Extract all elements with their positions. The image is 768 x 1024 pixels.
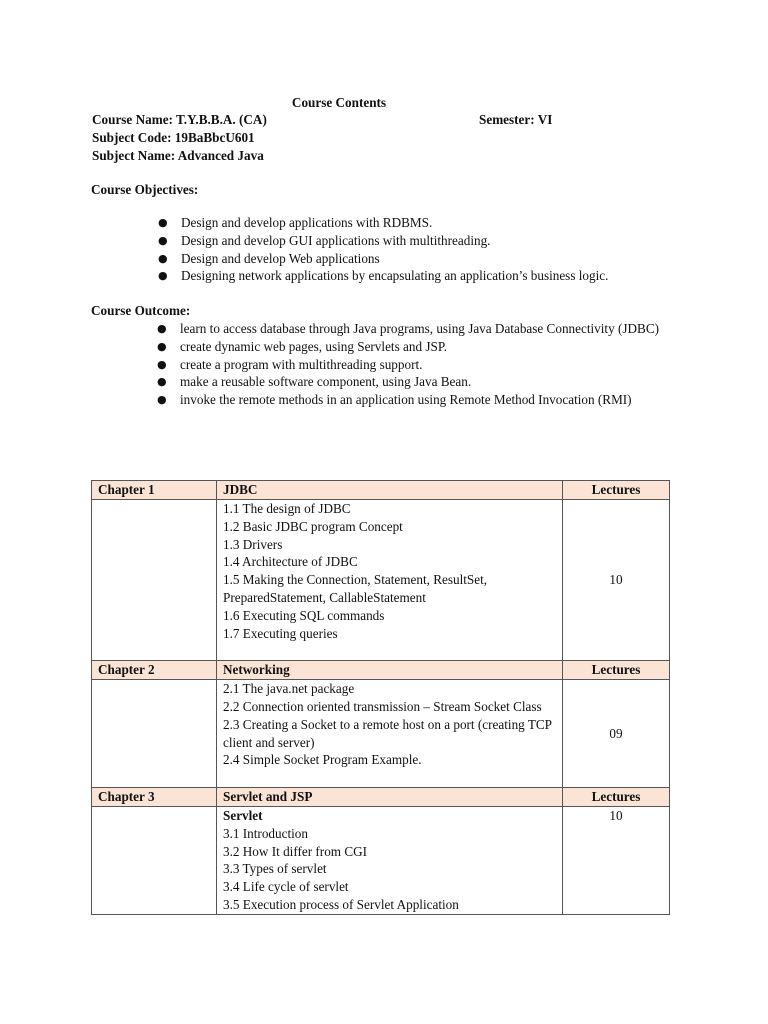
topic-item: 3.5 Execution process of Servlet Application [223,896,459,912]
outcomes-list [157,320,677,409]
lecture-count: 10 [563,806,670,914]
list-item: ● Design and develop Web applications [158,250,380,266]
topic-item: 3.4 Life cycle of servlet [223,879,349,895]
objectives-list [158,214,698,285]
lecture-count: 10 [563,500,670,661]
topics-cell [217,500,563,661]
bullet-icon: ● [157,357,167,371]
bullet-icon: ● [158,251,168,265]
subject-code: Subject Code: 19BaBbcU601 [92,130,255,145]
topic-item: 2.3 Creating a Socket to a remote host on a port (creating TCP client and server) [223,716,552,750]
lecture-count: 09 [563,680,670,788]
topic-item: 1.6 Executing SQL commands [223,607,385,623]
chapter-number: Chapter 1 [92,481,217,500]
bullet-icon: ● [158,216,168,229]
outcomes-heading: Course Outcome: [91,303,191,318]
list-item: ● create a program with multithreading support. [157,356,423,372]
topic-item: 1.4 Architecture of JDBC [223,554,358,570]
empty-cell [92,500,217,661]
topic-item: 2.4 Simple Socket Program Example. [223,752,422,768]
table-row [92,500,670,661]
list-item: ● invoke the remote methods in an application using Remote Method Invocation (RMI) [157,392,632,408]
bullet-icon: ● [157,322,167,335]
empty-cell [92,806,217,914]
chapter-number: Chapter 2 [92,661,217,680]
chapter-header-row [92,661,670,680]
bullet-icon: ● [157,339,167,353]
topic-item: 1.1 The design of JDBC [223,501,351,516]
lectures-label: Lectures [563,661,670,680]
topics-cell [217,680,563,788]
list-item: ● Design and develop applications with RDBMS. [158,215,433,230]
table-row [92,680,670,788]
topic-item: 1.2 Basic JDBC program Concept [223,518,403,534]
semester: Semester: VI [479,112,553,127]
chapter-header-row [92,481,670,500]
bullet-icon: ● [157,393,167,407]
empty-cell [92,680,217,788]
topic-item: 1.5 Making the Connection, Statement, ResultSet, PreparedStatement, CallableStatement [223,572,488,605]
topic-subheading: Servlet [223,807,263,823]
list-item: ● Design and develop GUI applications with multithreading. [158,232,491,248]
course-name: Course Name: T.Y.B.B.A. (CA) [92,112,267,127]
bullet-icon: ● [158,233,168,247]
page-title: Course Contents [291,95,387,110]
topic-item: 3.1 Introduction [223,825,308,841]
topic-item: 1.7 Executing queries [223,625,338,641]
topic-item: 3.3 Types of servlet [223,861,327,877]
list-item: ● make a reusable software component, using Java Bean. [157,374,472,390]
subject-name: Subject Name: Advanced Java [92,148,264,163]
list-item: ● Designing network applications by encapsulating an application’s business logic. [158,268,609,284]
chapter-number: Chapter 3 [92,787,217,806]
chapter-title: Servlet and JSP [217,787,563,806]
bullet-icon: ● [158,269,168,283]
topic-item: 3.2 How It differ from CGI [223,843,368,859]
topic-item: 2.1 The java.net package [223,681,355,697]
topic-item: 1.3 Drivers [223,536,283,552]
chapter-title: Networking [217,661,563,680]
chapter-title: JDBC [217,481,563,500]
lectures-label: Lectures [563,787,670,806]
topic-item: 2.2 Connection oriented transmission – Stream Socket Class [223,698,542,714]
bullet-icon: ● [157,375,167,389]
table-row [92,806,670,914]
lectures-label: Lectures [563,481,670,500]
topics-cell [217,806,563,914]
syllabus-table [91,480,670,915]
chapter-header-row [92,787,670,806]
list-item: ● learn to access database through Java programs, using Java Database Connectivity (JDBC) [157,321,660,336]
list-item: ● create dynamic web pages, using Servlets and JSP. [157,338,447,354]
objectives-heading: Course Objectives: [91,182,199,197]
